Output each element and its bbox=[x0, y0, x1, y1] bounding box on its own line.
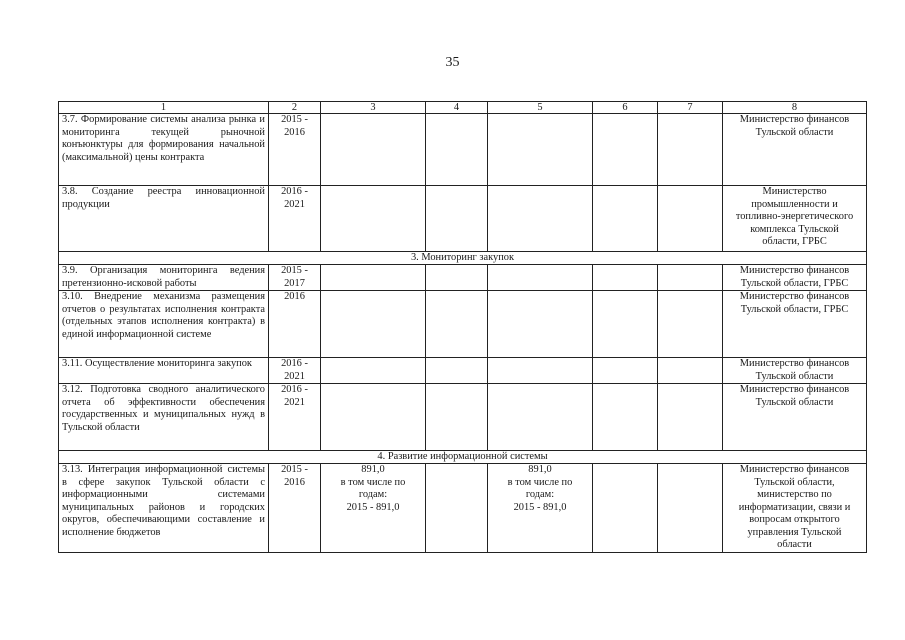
funding-col4 bbox=[426, 265, 488, 291]
activity-description: 3.11. Осуществление мониторинга закупок bbox=[59, 358, 269, 384]
activity-description: 3.9. Организация мониторинга ведения претензионно-исковой работы bbox=[59, 265, 269, 291]
funding-col6 bbox=[593, 186, 658, 252]
funding-col4 bbox=[426, 464, 488, 553]
funding-col7 bbox=[658, 186, 723, 252]
period-cell: 2016 - 2021 bbox=[269, 186, 321, 252]
responsible-executor: Министерство финансов Тульской области bbox=[723, 384, 867, 451]
table-row bbox=[59, 265, 867, 291]
period-cell: 2016 - 2021 bbox=[269, 384, 321, 451]
responsible-executor: Министерство промышленности и топливно-энергетического комплекса Тульской области, ГРБС bbox=[723, 186, 867, 252]
period-cell: 2016 - 2021 bbox=[269, 358, 321, 384]
activity-description: 3.7. Формирование системы анализа рынка и мониторинга текущей рыночной конъюнктуры для формирования начальной (максимальной) цены контракта bbox=[59, 114, 269, 186]
activity-description: 3.8. Создание реестра инновационной продукции bbox=[59, 186, 269, 252]
funding-col6 bbox=[593, 291, 658, 358]
funding-col7 bbox=[658, 265, 723, 291]
funding-col4 bbox=[426, 358, 488, 384]
funding-col6 bbox=[593, 358, 658, 384]
funding-col3 bbox=[321, 114, 426, 186]
activity-description: 3.13. Интеграция информационной системы в сфере закупок Тульской области с информационными системами муниципальных районов и городских округов, обеспечивающими составление и исполнение бюджетов bbox=[59, 464, 269, 553]
table-row bbox=[59, 464, 867, 553]
table-header-row bbox=[59, 102, 867, 114]
table-row bbox=[59, 114, 867, 186]
header-cell: 4 bbox=[426, 102, 488, 114]
header-cell: 8 bbox=[723, 102, 867, 114]
funding-col6 bbox=[593, 114, 658, 186]
header-cell: 2 bbox=[269, 102, 321, 114]
table-row bbox=[59, 384, 867, 451]
funding-col5 bbox=[488, 265, 593, 291]
funding-col5: 891,0 в том числе по годам: 2015 - 891,0 bbox=[488, 464, 593, 553]
period-cell: 2015 - 2017 bbox=[269, 265, 321, 291]
section-title: 4. Развитие информационной системы bbox=[59, 451, 867, 464]
funding-col3 bbox=[321, 291, 426, 358]
period-cell: 2016 bbox=[269, 291, 321, 358]
funding-col5 bbox=[488, 384, 593, 451]
plan-table bbox=[58, 101, 867, 553]
responsible-executor: Министерство финансов Тульской области bbox=[723, 114, 867, 186]
page-number: 35 bbox=[445, 55, 460, 70]
funding-col6 bbox=[593, 265, 658, 291]
funding-col5 bbox=[488, 291, 593, 358]
funding-col5 bbox=[488, 358, 593, 384]
funding-col5 bbox=[488, 186, 593, 252]
funding-col4 bbox=[426, 384, 488, 451]
header-cell: 6 bbox=[593, 102, 658, 114]
section-row bbox=[59, 252, 867, 265]
funding-col3 bbox=[321, 265, 426, 291]
funding-col3: 891,0 в том числе по годам: 2015 - 891,0 bbox=[321, 464, 426, 553]
activity-description: 3.12. Подготовка сводного аналитического отчета об эффективности обеспечения государственных и муниципальных нужд в Тульской области bbox=[59, 384, 269, 451]
table-row bbox=[59, 358, 867, 384]
funding-col5 bbox=[488, 114, 593, 186]
funding-col7 bbox=[658, 384, 723, 451]
funding-col3 bbox=[321, 186, 426, 252]
section-title: 3. Мониторинг закупок bbox=[59, 252, 867, 265]
period-cell: 2015 - 2016 bbox=[269, 464, 321, 553]
funding-col4 bbox=[426, 186, 488, 252]
header-cell: 1 bbox=[59, 102, 269, 114]
table-row bbox=[59, 291, 867, 358]
responsible-executor: Министерство финансов Тульской области, министерство по информатизации, связи и вопросам открытого управления Тульской области bbox=[723, 464, 867, 553]
responsible-executor: Министерство финансов Тульской области, ГРБС bbox=[723, 291, 867, 358]
funding-col6 bbox=[593, 384, 658, 451]
funding-col7 bbox=[658, 464, 723, 553]
header-cell: 3 bbox=[321, 102, 426, 114]
funding-col7 bbox=[658, 358, 723, 384]
funding-col7 bbox=[658, 114, 723, 186]
funding-col3 bbox=[321, 358, 426, 384]
table-row bbox=[59, 186, 867, 252]
funding-col4 bbox=[426, 291, 488, 358]
responsible-executor: Министерство финансов Тульской области bbox=[723, 358, 867, 384]
funding-col3 bbox=[321, 384, 426, 451]
funding-col4 bbox=[426, 114, 488, 186]
activity-description: 3.10. Внедрение механизма размещения отчетов о результатах исполнения контракта (отдельных этапов исполнения контракта) в единой информационной системе bbox=[59, 291, 269, 358]
responsible-executor: Министерство финансов Тульской области, ГРБС bbox=[723, 265, 867, 291]
header-cell: 5 bbox=[488, 102, 593, 114]
funding-col6 bbox=[593, 464, 658, 553]
funding-col7 bbox=[658, 291, 723, 358]
section-row bbox=[59, 451, 867, 464]
period-cell: 2015 - 2016 bbox=[269, 114, 321, 186]
header-cell: 7 bbox=[658, 102, 723, 114]
